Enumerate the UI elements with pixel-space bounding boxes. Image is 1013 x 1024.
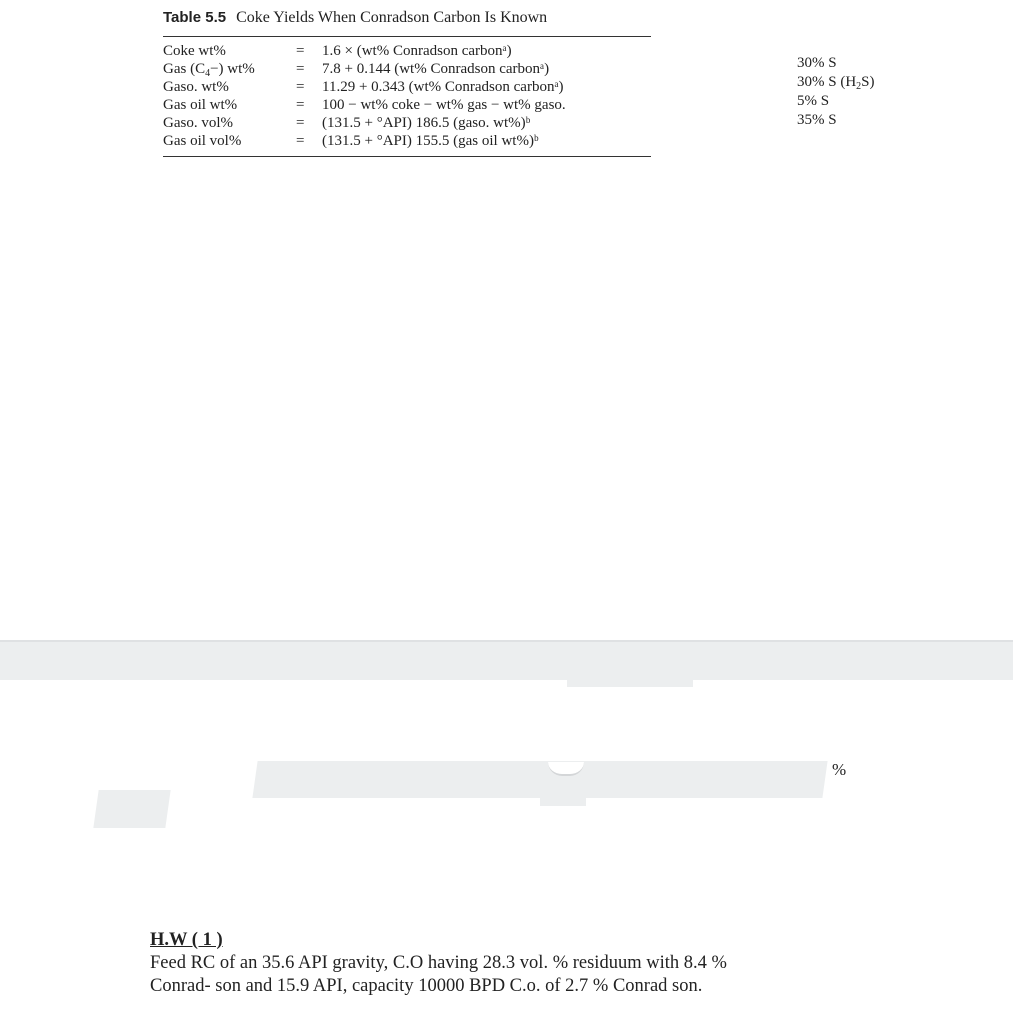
row-expression: 11.29 + 0.343 (wt% Conradson carbonᵃ)	[322, 79, 564, 95]
row-label-post: −) wt%	[210, 61, 255, 77]
sulfur-note: 35% S	[797, 112, 837, 128]
percent-mark: %	[832, 760, 847, 779]
sulfur-note-pre: 30% S (H	[797, 74, 857, 90]
table-row	[163, 114, 651, 132]
equals-sign: =	[296, 133, 305, 149]
coke-yields-table	[163, 8, 651, 157]
table-row	[163, 60, 651, 78]
table-caption	[163, 8, 651, 30]
row-expression: (131.5 + °API) 155.5 (gas oil wt%)ᵇ	[322, 133, 539, 149]
equals-sign: =	[296, 97, 305, 113]
homework-section	[150, 929, 890, 998]
table-body	[163, 37, 651, 156]
row-label-subscript: 4	[205, 68, 211, 79]
sulfur-distribution-notes	[797, 54, 875, 130]
homework-text	[150, 952, 890, 998]
equals-sign: =	[296, 115, 305, 131]
row-expression: 1.6 × (wt% Conradson carbonᵃ)	[322, 43, 512, 59]
erased-region	[93, 790, 170, 828]
row-label-pre: Gas (C	[163, 61, 206, 77]
sulfur-note-post: S)	[861, 74, 875, 90]
sulfur-note	[797, 73, 875, 92]
page-separator-band	[0, 640, 1013, 680]
row-expression: 100 − wt% coke − wt% gas − wt% gaso.	[322, 97, 566, 113]
table-row	[163, 78, 651, 96]
table-bottom-rule	[163, 156, 651, 157]
sulfur-note: 30% S	[797, 55, 837, 71]
page-separator-tab	[567, 678, 693, 687]
homework-line: Conrad- son and 15.9 API, capacity 10000 BPD C.o. of 2.7 % Conrad son.	[150, 976, 703, 996]
erased-region	[540, 790, 586, 806]
table-row	[163, 132, 651, 150]
row-label: Gas oil vol%	[163, 133, 242, 149]
row-label	[163, 60, 296, 78]
table-title: Coke Yields When Conradson Carbon Is Known	[236, 9, 548, 26]
row-label: Coke wt%	[163, 43, 226, 59]
equals-sign: =	[296, 79, 305, 95]
table-number: Table 5.5	[163, 9, 227, 26]
homework-line: Feed RC of an 35.6 API gravity, C.O having 28.3 vol. % residuum with 8.4 %	[150, 953, 727, 973]
row-label: Gaso. wt%	[163, 79, 229, 95]
row-label: Gas oil wt%	[163, 97, 238, 113]
sulfur-note: 5% S	[797, 93, 830, 109]
row-expression: (131.5 + °API) 186.5 (gaso. wt%)ᵇ	[322, 115, 531, 131]
homework-heading: H.W ( 1 )	[150, 930, 223, 950]
row-label: Gaso. vol%	[163, 115, 233, 131]
equals-sign: =	[296, 43, 305, 59]
sulfur-note-subscript: 2	[856, 81, 862, 92]
equals-sign: =	[296, 61, 305, 77]
row-expression: 7.8 + 0.144 (wt% Conradson carbonᵃ)	[322, 61, 550, 77]
table-row	[163, 96, 651, 114]
table-row	[163, 42, 651, 60]
